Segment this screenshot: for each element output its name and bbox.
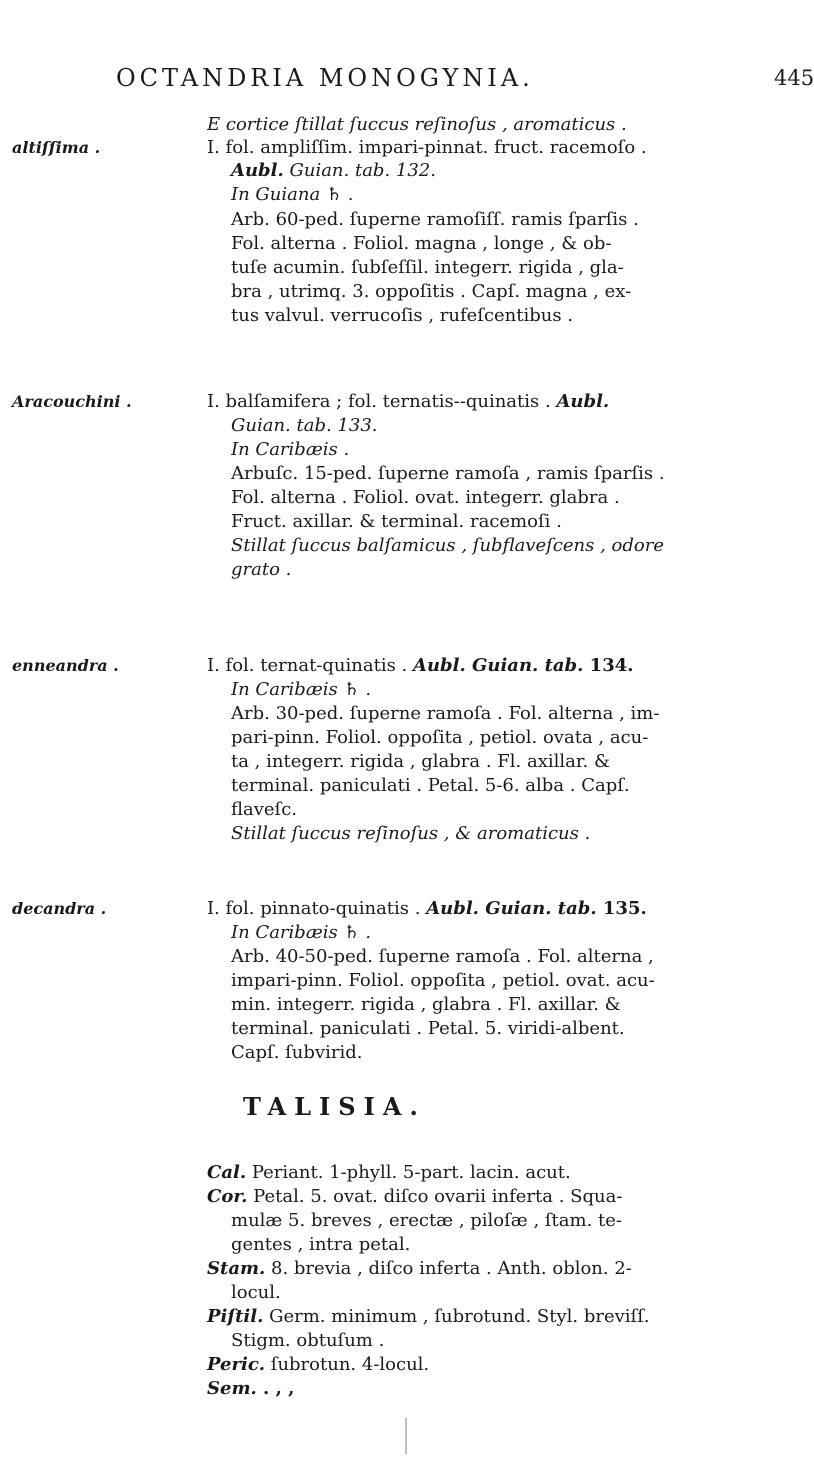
species-habitat	[231, 184, 354, 206]
diagnosis-text: I. balſamifera ; fol. ternatis--quinatis .	[207, 391, 557, 412]
species-note: E cortice ſtillat ſuccus reſinoſus , aromaticus .	[207, 114, 627, 135]
margin-label-decandra: decandra .	[12, 899, 107, 918]
description-line: bra , utrimq. 3. oppoſitis . Capſ. magna , ex-	[231, 281, 632, 302]
genus-pericarp	[207, 1354, 429, 1376]
genus-pistil	[207, 1306, 650, 1328]
genus-stamens	[207, 1258, 632, 1280]
description-line: Fol. alterna . Foliol. magna , longe , & ob-	[231, 233, 612, 254]
species-diagnosis	[207, 655, 634, 677]
diagnosis-text: I. fol. ternat-quinatis .	[207, 655, 413, 676]
description-line: pari-pinn. Foliol. oppoſita , petiol. ovata , acu-	[231, 727, 649, 748]
description-line: impari-pinn. Foliol. oppoſita , petiol. ovat. acu-	[231, 970, 655, 991]
tree-symbol-icon: ♄	[343, 922, 360, 943]
calyx-label: Cal.	[207, 1162, 247, 1183]
genus-title: TALISIA.	[243, 1092, 426, 1121]
description-line: min. integerr. rigida , glabra . Fl. axillar. &	[231, 994, 621, 1015]
author-reference: Aubl. Guian. tab.	[412, 655, 584, 676]
habitat-text: In Caribæis	[231, 679, 344, 700]
habitat-end: .	[342, 184, 354, 205]
tree-symbol-icon: ♄	[343, 679, 360, 700]
stamens-text: 8. brevia , diſco inferta . Anth. oblon. 2-	[265, 1258, 632, 1279]
margin-label-altissima: altiſſima .	[12, 138, 101, 157]
description-line: gentes , intra petal.	[231, 1234, 411, 1255]
author-abbrev: Aubl.	[231, 160, 284, 181]
running-header	[116, 64, 814, 104]
description-line: Arbuſc. 15-ped. ſuperne ramoſa , ramis ſparſis .	[231, 463, 665, 484]
description-line: terminal. paniculati . Petal. 5-6. alba . Capſ.	[231, 775, 630, 796]
description-line: mulæ 5. breves , erectæ , piloſæ , ſtam. te-	[231, 1210, 622, 1231]
calyx-text: Periant. 1-phyll. 5-part. lacin. acut.	[246, 1162, 571, 1183]
species-reference	[231, 160, 436, 182]
species-habitat	[231, 922, 371, 944]
pericarp-text: ſubrotun. 4-locul.	[265, 1354, 430, 1375]
description-line: Arb. 60-ped. ſuperne ramoſiſſ. ramis ſparſis .	[231, 209, 639, 230]
description-line: Capſ. ſubvirid.	[231, 1042, 363, 1063]
stamens-label: Stam.	[207, 1258, 266, 1279]
description-line: flaveſc.	[231, 799, 298, 820]
reference-text: Guian. tab. 132.	[283, 160, 436, 181]
species-diagnosis	[207, 898, 647, 920]
description-line: ta , integerr. rigida , glabra . Fl. axillar. &	[231, 751, 610, 772]
description-line: terminal. paniculati . Petal. 5. viridi-albent.	[231, 1018, 625, 1039]
description-line: Arb. 30-ped. ſuperne ramoſa . Fol. alterna , im-	[231, 703, 660, 724]
habitat-end: .	[359, 922, 372, 943]
margin-label-aracouchini: Aracouchini .	[12, 392, 132, 411]
habitat-text: In Caribæis	[231, 922, 344, 943]
genus-seed	[207, 1378, 294, 1400]
pistil-label: Piſtil.	[207, 1306, 264, 1327]
tree-symbol-icon: ♄	[325, 184, 343, 205]
habitat-end: .	[359, 679, 372, 700]
species-note: Stillat ſuccus balſamicus , ſubflaveſcens , odore	[231, 535, 664, 556]
pistil-text: Germ. minimum , ſubrotund. Styl. breviſſ.	[263, 1306, 650, 1327]
description-line: Fol. alterna . Foliol. ovat. integerr. glabra .	[231, 487, 620, 508]
seed-text: . , ,	[256, 1378, 295, 1399]
description-line: locul.	[231, 1282, 281, 1303]
corolla-text: Petal. 5. ovat. diſco ovarii inferta . Squa-	[247, 1186, 623, 1207]
corolla-label: Cor.	[207, 1186, 248, 1207]
genus-calyx	[207, 1162, 571, 1184]
page-number: 445	[774, 66, 814, 90]
species-reference: Guian. tab. 133.	[231, 415, 378, 436]
genus-corolla	[207, 1186, 622, 1208]
author-reference: Aubl. Guian. tab.	[426, 898, 597, 919]
diagnosis-text: I. fol. pinnato-quinatis .	[207, 898, 427, 919]
author-abbrev: Aubl.	[556, 391, 610, 412]
header-title: OCTANDRIA MONOGYNIA.	[116, 64, 534, 92]
margin-label-enneandra: enneandra .	[12, 656, 119, 675]
species-note: Stillat ſuccus reſinoſus , & aromaticus .	[231, 823, 591, 844]
description-line: Stigm. obtuſum .	[231, 1330, 385, 1351]
seed-label: Sem.	[207, 1378, 257, 1399]
habitat-text: In Guiana	[231, 184, 326, 205]
species-note: grato .	[231, 559, 292, 580]
pericarp-label: Peric.	[207, 1354, 266, 1375]
species-habitat: In Caribæis .	[231, 439, 350, 460]
paper-mark	[405, 1418, 407, 1454]
species-diagnosis: I. fol. ampliſſim. impari-pinnat. fruct. racemoſo .	[207, 137, 647, 158]
species-habitat	[231, 679, 371, 701]
species-diagnosis	[207, 391, 609, 413]
description-line: Arb. 40-50-ped. ſuperne ramoſa . Fol. alterna ,	[231, 946, 654, 967]
plate-number: 135.	[596, 898, 647, 919]
description-line: tuſe acumin. ſubſeſſil. integerr. rigida , gla-	[231, 257, 624, 278]
description-line: tus valvul. verrucoſis , rufeſcentibus .	[231, 305, 574, 326]
plate-number: 134.	[583, 655, 634, 676]
description-line: Fruct. axillar. & terminal. racemoſi .	[231, 511, 562, 532]
